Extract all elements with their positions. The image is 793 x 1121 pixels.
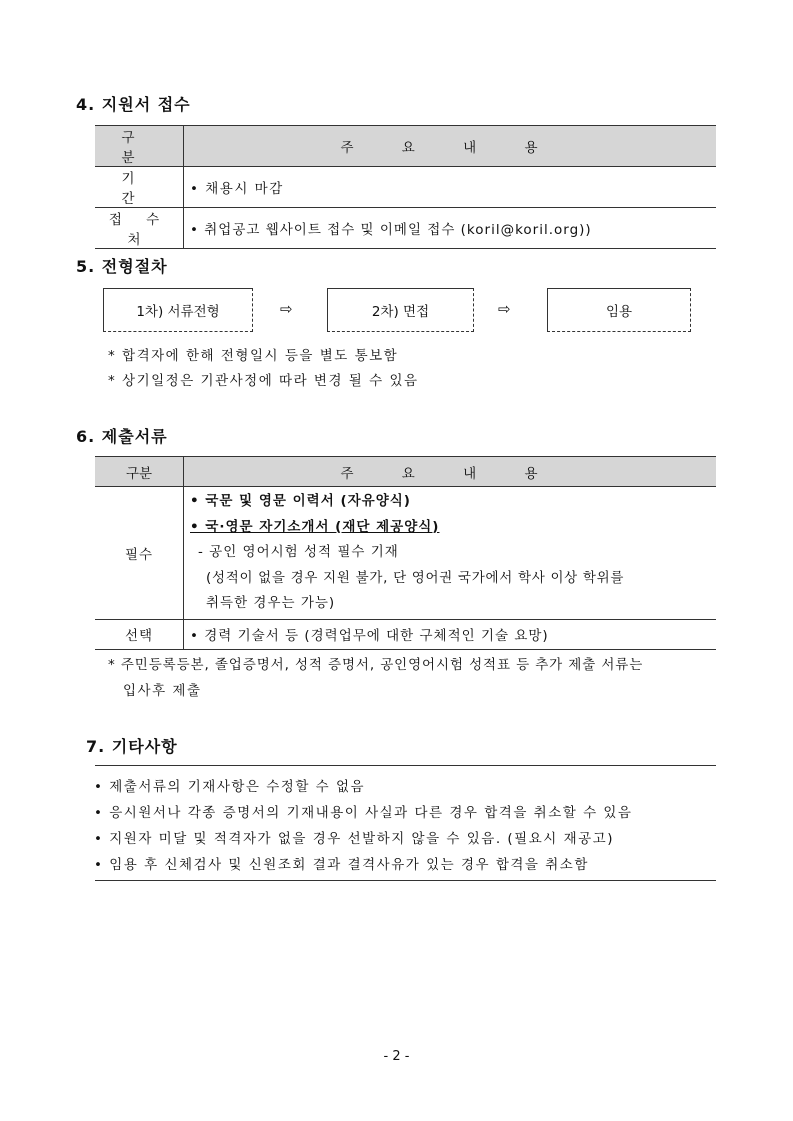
optional-label: 선택 — [95, 619, 184, 649]
required-subitem: (성적이 없을 경우 지원 불가, 단 영어권 국가에서 학사 이상 학위를 — [206, 569, 625, 586]
row-value-period: • 채용시 마감 — [184, 167, 717, 208]
arrow-icon: ⇨ — [280, 300, 293, 318]
documents-note: * 주민등록등본, 졸업증명서, 성적 증명서, 공인영어시험 성적표 등 추가 제출 서류는 — [108, 657, 644, 673]
row-label-place: 접 수 처 — [95, 208, 184, 249]
required-content — [184, 487, 717, 620]
step-1-box: 1차) 서류전형 — [103, 288, 253, 332]
col-header-content: 주 요 내 용 — [184, 126, 717, 167]
col-header-category: 구 분 — [95, 126, 184, 167]
row-value-place: • 취업공고 웹사이트 접수 및 이메일 접수 (koril@koril.org)) — [184, 208, 717, 249]
list-item: • 임용 후 신체검사 및 신원조회 결과 결격사유가 있는 경우 합격을 취소함 — [94, 857, 589, 873]
required-subitem: 취득한 경우는 가능) — [206, 595, 336, 611]
required-item: • 국문 및 영문 이력서 (자유양식) — [190, 493, 411, 509]
section-6-title: 6. 제출서류 — [76, 427, 168, 446]
required-label: 필수 — [95, 487, 184, 620]
list-item: • 지원자 미달 및 적격자가 없을 경우 선발하지 않을 수 있음. (필요시 재공고) — [94, 831, 614, 847]
section-7-title: 7. 기타사항 — [86, 737, 178, 756]
arrow-icon: ⇨ — [498, 300, 511, 318]
note-2: * 상기일정은 기관사정에 따라 변경 될 수 있음 — [108, 373, 419, 389]
section-5-title: 5. 전형절차 — [76, 257, 168, 276]
list-item: • 응시원서나 각종 증명서의 기재내용이 사실과 다른 경우 합격을 취소할 수 있음 — [94, 805, 633, 821]
required-subitem: - 공인 영어시험 성적 필수 기재 — [198, 544, 399, 560]
required-item: • 국·영문 자기소개서 (재단 제공양식) — [190, 518, 440, 535]
step-2-box: 2차) 면접 — [327, 288, 474, 332]
documents-table — [95, 456, 716, 650]
step-3-box: 임용 — [547, 288, 691, 332]
divider — [95, 765, 716, 766]
list-item: • 제출서류의 기재사항은 수정할 수 없음 — [94, 779, 366, 795]
divider — [95, 880, 716, 881]
application-table — [95, 125, 716, 249]
page-number: - 2 - — [383, 1049, 410, 1064]
col-header-category: 구분 — [95, 457, 184, 487]
note-1: * 합격자에 한해 전형일시 등을 별도 통보함 — [108, 348, 399, 364]
section-4-title: 4. 지원서 접수 — [76, 95, 191, 114]
documents-note-cont: 입사후 제출 — [123, 683, 202, 699]
optional-content: • 경력 기술서 등 (경력업무에 대한 구체적인 기술 요망) — [184, 619, 717, 649]
col-header-content: 주 요 내 용 — [184, 457, 717, 487]
row-label-period: 기 간 — [95, 167, 184, 208]
